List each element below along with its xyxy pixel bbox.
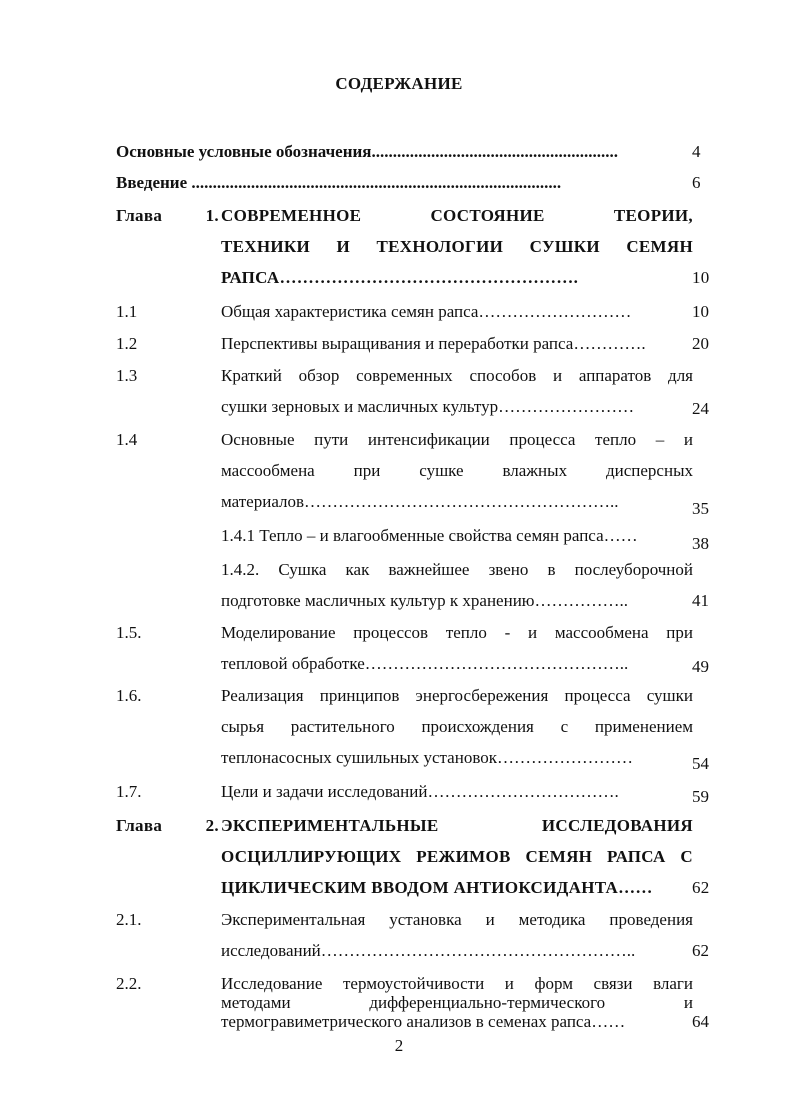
toc-line: Общая характеристика семян рапса……………………… [221,302,632,321]
toc-page-number: 24 [692,399,709,418]
toc-entry-number: 1.2 [116,334,138,353]
toc-page-number: 38 [692,534,709,553]
toc-line: РАПСА……………………………………………. [221,268,579,287]
toc-line: Реализация принципов энергосбережения процесса сушки [221,686,693,705]
toc-line: подготовке масличных культур к хранению…………….. [221,591,628,610]
toc-line: Краткий обзор современных способов и аппаратов для [221,366,693,385]
toc-entry-title [116,136,684,167]
toc-line: ЦИКЛИЧЕСКИМ ВВОДОМ АНТИОКСИДАНТА…… [221,878,653,897]
toc-entry-title [116,167,684,198]
toc-line: Основные условные обозначения.......................................................... [116,142,619,161]
toc-line: ТЕХНИКИ И ТЕХНОЛОГИИ СУШКИ СЕМЯН [221,237,693,256]
toc-line: Моделирование процессов тепло - и массообмена при [221,623,693,642]
toc-line: массообмена при сушке влажных дисперсных [221,461,693,480]
toc-line: Основные пути интенсификации процесса тепло – и [221,430,693,449]
toc-entry-number: Глава 1. [116,206,219,225]
toc-entry-number: 1.6. [116,686,142,705]
toc-line: сушки зерновых и масличных культур…………………… [221,397,635,416]
toc-page-number: 10 [692,302,709,321]
toc-line: исследований……………………………………………….. [221,941,636,960]
toc-entry-number: 1.7. [116,782,142,801]
toc-line: Исследование термоустойчивости и форм связи влаги [221,974,693,993]
toc-page-number: 4 [692,142,701,161]
toc-entry-number: Глава 2. [116,816,219,835]
toc-page-number: 62 [692,941,709,960]
toc-entry-title [221,296,693,327]
toc-line: методами дифференциально-термического и [221,993,693,1012]
toc-entry-title [221,200,693,293]
toc-line: Цели и задачи исследований……………………………. [221,782,619,801]
page-number: 2 [394,1036,404,1055]
toc-line: сырья растительного происхождения с применением [221,717,693,736]
toc-entry-title [221,554,693,616]
toc-entry-number: 1.4 [116,430,138,449]
toc-entry-title [221,520,693,551]
toc-page-number: 41 [692,591,709,610]
toc-entry-title [221,810,693,903]
toc-entry-title [221,680,693,773]
toc-line: Введение ....................................................................................... [116,173,562,192]
toc-line: СОВРЕМЕННОЕ СОСТОЯНИЕ ТЕОРИИ, [221,206,693,225]
toc-entry-title [221,776,693,807]
toc-line: тепловой обработке……………………………………….. [221,654,629,673]
toc-line: теплонасосных сушильных установок…………………… [221,748,633,767]
toc-page-number: 64 [692,1012,709,1031]
toc-page-number: 20 [692,334,709,353]
toc-line: материалов……………………………………………….. [221,492,619,511]
toc-entry-number: 1.1 [116,302,138,321]
toc-line: 1.4.2. Сушка как важнейшее звено в послеуборочной [221,560,693,579]
toc-line: 1.4.1 Тепло – и влагообменные свойства семян рапса…… [221,526,638,545]
toc-line: Экспериментальная установка и методика проведения [221,910,693,929]
toc-page-number: 10 [692,268,710,287]
toc-entry-title [221,360,693,422]
toc-line: ЭКСПЕРИМЕНТАЛЬНЫЕ ИССЛЕДОВАНИЯ [221,816,693,835]
toc-entry-title [221,974,693,1031]
toc-line: термогравиметрического анализов в семенах рапса…… [221,1012,626,1031]
toc-entry-title [221,328,693,359]
toc-line: ОСЦИЛЛИРУЮЩИХ РЕЖИМОВ СЕМЯН РАПСА С [221,847,693,866]
toc-entry-title [221,424,693,517]
toc-entry-number: 1.5. [116,623,142,642]
toc-page-number: 59 [692,787,709,806]
toc-entry-title [221,617,693,679]
toc-entry-title [221,904,693,966]
toc-page-number: 54 [692,754,709,773]
toc-page-number: 6 [692,173,701,192]
toc-entry-number: 1.3 [116,366,138,385]
toc-entry-number: 2.2. [116,974,142,993]
toc-page-number: 35 [692,499,709,518]
toc-line: Перспективы выращивания и переработки рапса…………. [221,334,646,353]
toc-page-number: 62 [692,878,710,897]
toc-page-number: 49 [692,657,709,676]
toc-entry-number: 2.1. [116,910,142,929]
page-title: СОДЕРЖАНИЕ [335,74,463,93]
